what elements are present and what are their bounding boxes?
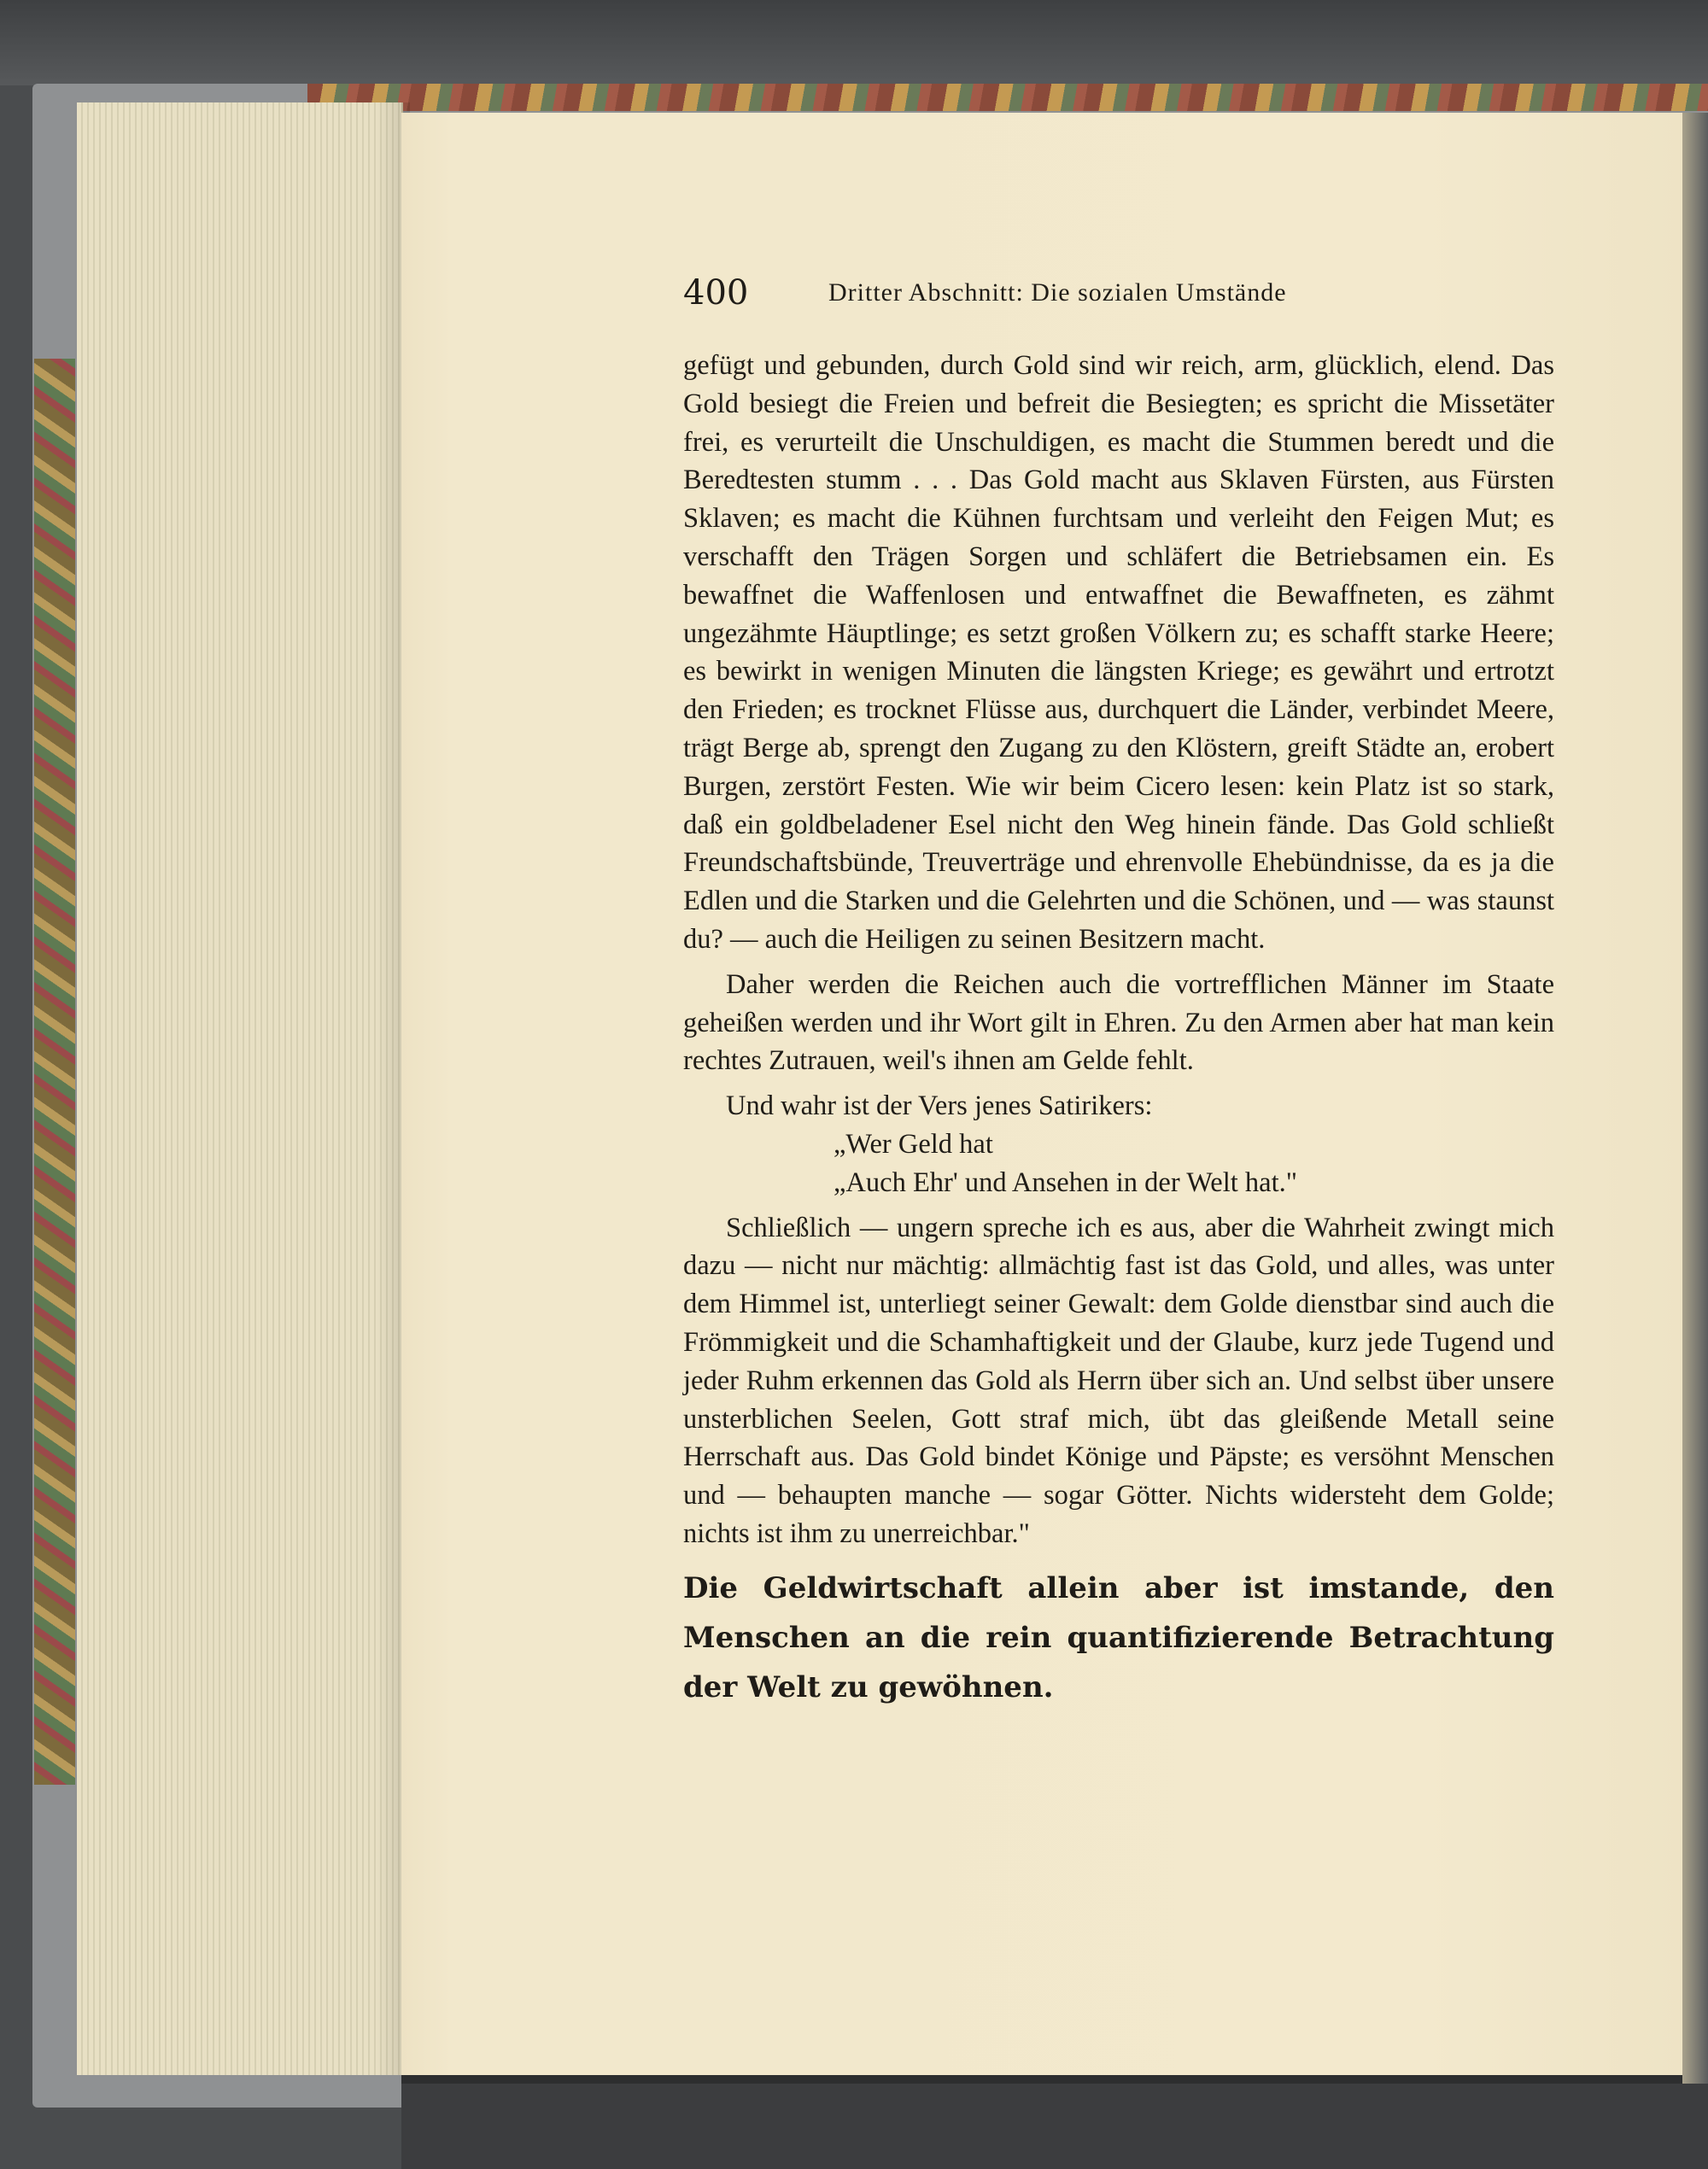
marbled-endpaper-left xyxy=(34,359,75,1785)
paragraph-3: Und wahr ist der Vers jenes Satirikers: xyxy=(726,1090,1153,1122)
page-number: 400 xyxy=(683,273,749,313)
verse-line-2: „Auch Ehr' und Ansehen in der Welt hat." xyxy=(834,1166,1297,1198)
marbled-endpaper-top xyxy=(307,84,1708,111)
page-header xyxy=(683,273,1554,321)
paragraph-2: Daher werden die Reichen auch die vortrefflichen Männer im Staate geheißen werden und ihr Wort gilt in Ehren. Zu den Armen aber hat man kein rechtes Zutrauen, weil's ihnen am Gelde fehlt. xyxy=(683,968,1554,1077)
running-head: Dritter Abschnitt: Die sozialen Umstände xyxy=(828,278,1287,307)
verse-line-1: „Wer Geld hat xyxy=(834,1128,993,1160)
background xyxy=(0,0,1708,85)
right-page-edge xyxy=(1682,113,1708,2085)
paragraph-4: Schließlich — ungern spreche ich es aus, aber die Wahrheit zwingt mich dazu — nicht nur mächtig: allmächtig fast ist das Gold, und alles, was unter dem Himmel ist, unterliegt seiner Gewalt: dem Golde dienstbar sind auch die Frömmigkeit und die Schamhaftigkeit und der Glaube, kurz jede Tugend und jeder Ruhm erkennen das Gold als Herrn über sich an. Und selbst über unsere unsterblichen Seelen, Gott straf mich, übt das gleißende Metall seine Herrschaft aus. Das Gold bindet Könige und Päpste; es versöhnt Menschen und — behaupten manche — sogar Götter. Nichts widersteht dem Golde; nichts ist ihm zu unerreichbar." xyxy=(683,1212,1554,1549)
bottom-shadow xyxy=(401,2084,1708,2169)
emphasized-paragraph: Die Geldwirtschaft allein aber ist imstande, den Menschen an die rein quantifizierende Betrachtung der Welt zu gewöhnen. xyxy=(683,1570,1554,1704)
paragraph-1: gefügt und gebunden, durch Gold sind wir reich, arm, glücklich, elend. Das Gold besiegt die Freien und befreit die Besiegten; es spricht die Missetäter frei, es verurteilt die Unschuldigen, es macht die Stummen beredt und die Beredtesten stumm . . . Das Gold macht aus Sklaven Fürsten, aus Fürsten Sklaven; es macht die Kühnen furchtsam und verleiht den Feigen Mut; es verschafft den Trägen Sorgen und schläfert die Betriebsamen ein. Es bewaffnet die Waffenlosen und entwaffnet die Bewaffneten, es zähmt ungezähmte Häuptlinge; es setzt großen Völkern zu; es schafft starke Heere; es bewirkt in wenigen Minuten die längsten Kriege; es gewährt und ertrotzt den Frieden; es trocknet Flüsse aus, durchquert die Länder, verbindet Meere, trägt Berge ab, sprengt den Zugang zu den Klöstern, greift Städte an, erobert Burgen, zerstört Festen. Wie wir beim Cicero lesen: kein Platz ist so stark, daß ein goldbeladener Esel nicht den Weg hinein fände. Das Gold schließt Freundschaftsbünde, Treuverträge und ehrenvolle Ehebündnisse, da es ja die Edlen und die Starken und die Gelehrten und die Schönen, und — was staunst du? — auch die Heiligen zu seinen Besitzern macht. xyxy=(683,350,1554,955)
page-stack-edge xyxy=(77,102,403,2075)
page-text xyxy=(683,273,1554,1712)
